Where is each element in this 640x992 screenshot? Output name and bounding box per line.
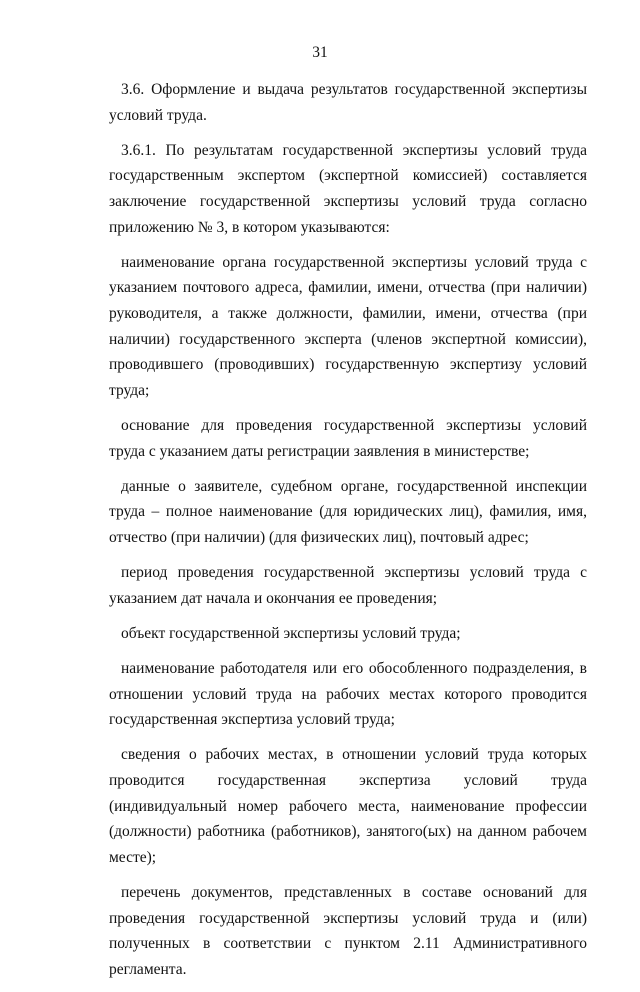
- section-intro: 3.6.1. По результатам государственной экспертизы условий труда государственным экспертом (экспертной комиссией) составляется заключение государственной экспертизы условий труда согласно приложению № 3, в котором указываются:: [109, 141, 587, 236]
- list-item: объект государственной экспертизы условий труда;: [121, 624, 461, 642]
- list-item: данные о заявителе, судебном органе, государственной инспекции труда – полное наименование (для юридических лиц), фамилия, имя, отчество (при наличии) (для физических лиц), почтовый адрес;: [109, 477, 587, 546]
- list-item: перечень документов, представленных в составе оснований для проведения государственной экспертизы условий труда и (или) полученных в соответствии с пунктом 2.11 Административного регламента.: [109, 883, 587, 978]
- list-item: наименование работодателя или его обособленного подразделения, в отношении условий труда на рабочих местах которого проводится государственная экспертиза условий труда;: [109, 660, 587, 729]
- section-heading: 3.6. Оформление и выдача результатов государственной экспертизы условий труда.: [109, 81, 587, 124]
- list-item: основание для проведения государственной экспертизы условий труда с указанием даты регистрации заявления в министерстве;: [109, 416, 587, 460]
- document-body: [109, 77, 587, 992]
- page-number: 31: [312, 44, 328, 61]
- list-item: период проведения государственной экспертизы условий труда с указанием дат начала и окончания ее проведения;: [109, 564, 587, 607]
- list-item: сведения о рабочих местах, в отношении условий труда которых проводится государственная экспертиза условий труда (индивидуальный номер рабочего места, наименование профессии (должности) работника (работников), занятого(ых) на данном рабочем месте);: [109, 746, 587, 866]
- list-item: наименование органа государственной экспертизы условий труда с указанием почтового адреса, фамилии, имени, отчества (при наличии) руководителя, а также должности, фамилии, имени, отчества (при наличии) государственного эксперта (членов экспертной комиссии), проводившего (проводивших) государственную экспертизу условий труда;: [109, 253, 587, 399]
